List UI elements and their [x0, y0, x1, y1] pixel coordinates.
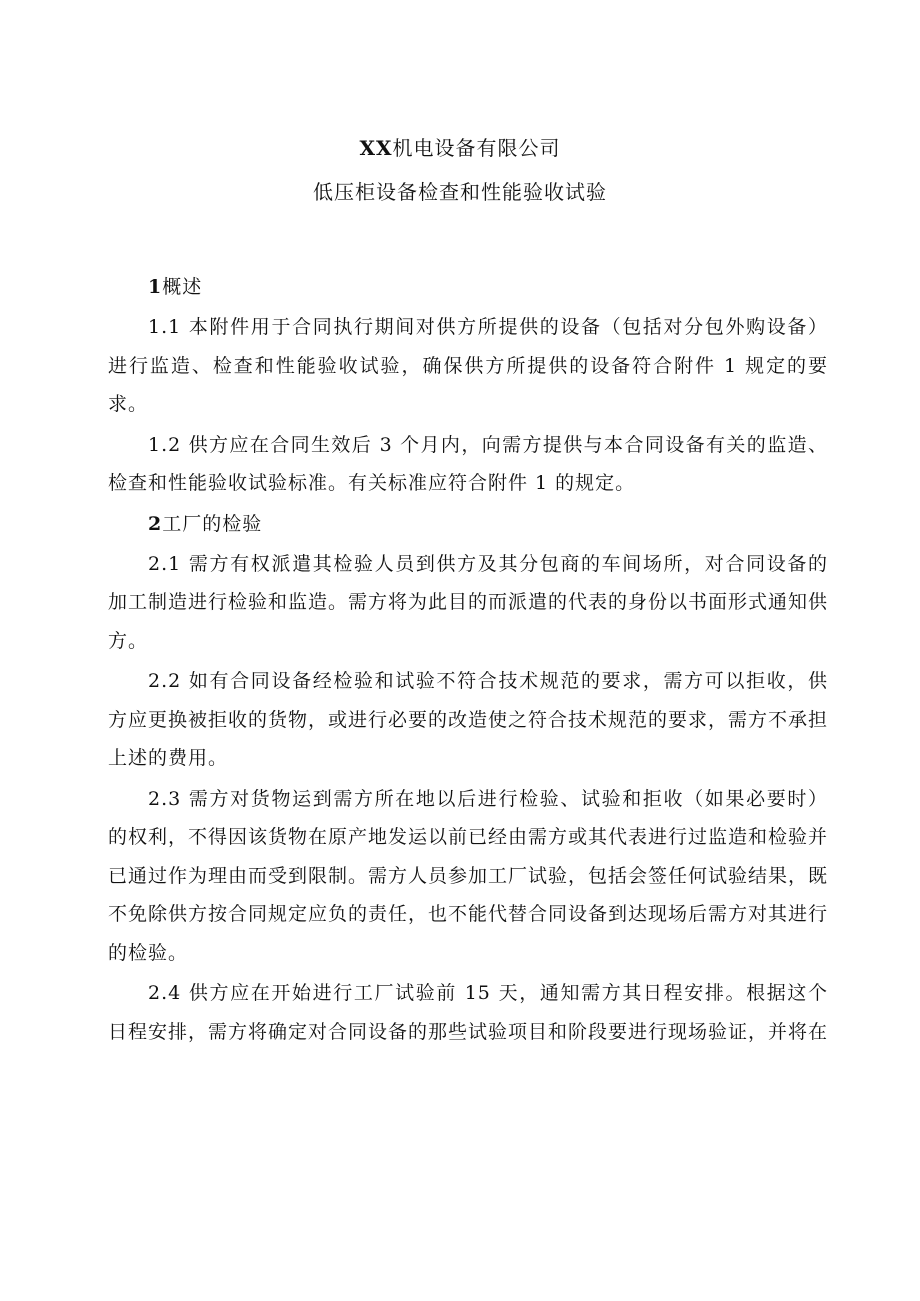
paragraph-1-2: 1.2 供方应在合同生效后 3 个月内，向需方提供与本合同设备有关的监造、检查和性能验收试验标准。有关标准应符合附件 1 的规定。 — [108, 433, 828, 494]
company-prefix: XX — [359, 136, 393, 160]
section-heading-1 — [108, 268, 828, 306]
paragraph-2-4: 2.4 供方应在开始进行工厂试验前 15 天，通知需方其日程安排。根据这个日程安排，需方将确定对合同设备的那些试验项目和阶段要进行现场验证，并将在 — [108, 982, 829, 1043]
section-title: 工厂的检验 — [162, 512, 263, 535]
paragraph-2-3: 2.3 需方对货物运到需方所在地以后进行检验、试验和拒收（如果必要时）的权利，不得因该货物在原产地发运以前已经由需方或其代表进行过监造和检验并已通过作为理由而受到限制。需方人员参加工厂试验，包括会签任何试验结果，既不免除供方按合同规定应负的责任，也不能代替合同设备到达现场后需方对其进行的检验。 — [108, 787, 829, 964]
company-name: 机电设备有限公司 — [392, 136, 561, 160]
company-title — [0, 126, 920, 170]
title-block — [0, 126, 920, 214]
paragraph-1-1: 1.1 本附件用于合同执行期间对供方所提供的设备（包括对分包外购设备）进行监造、检查和性能验收试验，确保供方所提供的设备符合附件 1 规定的要求。 — [108, 316, 828, 415]
paragraph-2-1: 2.1 需方有权派遣其检验人员到供方及其分包商的车间场所，对合同设备的加工制造进行检验和监造。需方将为此目的而派遣的代表的身份以书面形式通知供方。 — [108, 552, 829, 652]
section-number: 2 — [148, 512, 163, 535]
document-title: 低压柜设备检查和性能验收试验 — [313, 180, 607, 204]
section-heading-2 — [108, 505, 828, 543]
section-title: 概述 — [162, 276, 203, 298]
section-number: 1 — [148, 276, 163, 298]
paragraph-2-2: 2.2 如有合同设备经检验和试验不符合技术规范的要求，需方可以拒收，供方应更换被拒收的货物，或进行必要的改造使之符合技术规范的要求，需方不承担上述的费用。 — [108, 670, 829, 769]
document-body — [108, 268, 828, 1053]
